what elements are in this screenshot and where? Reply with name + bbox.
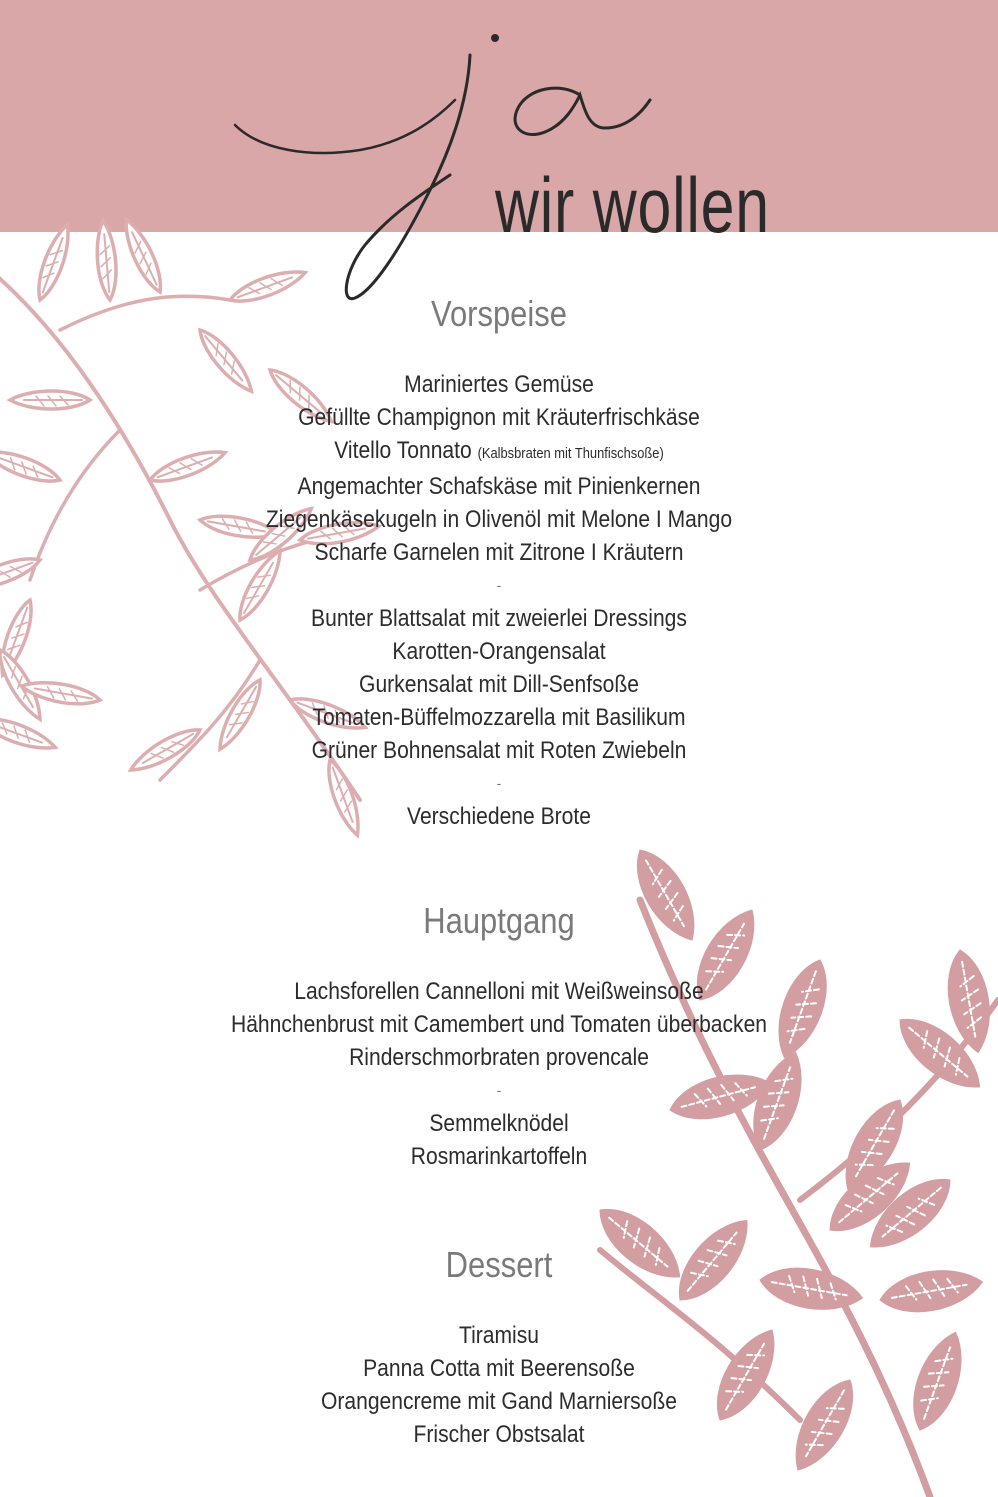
- list-item: Grüner Bohnensalat mit Roten Zwiebeln: [311, 737, 687, 764]
- list-item: Hähnchenbrust mit Camembert und Tomaten überbacken: [230, 1011, 768, 1038]
- hauptgang-title: Hauptgang: [423, 900, 575, 941]
- list-item: Angemachter Schafskäse mit Pinienkernen: [297, 473, 701, 500]
- list-item: Mariniertes Gemüse: [404, 371, 594, 398]
- list-item: Lachsforellen Cannelloni mit Weißweinsoße: [294, 978, 704, 1005]
- list-item: Gurkensalat mit Dill-Senfsoße: [359, 671, 639, 698]
- separator: -: [496, 775, 502, 791]
- list-item: Panna Cotta mit Beerensoße: [363, 1355, 635, 1382]
- header-subtitle: wir wollen: [495, 161, 770, 249]
- hauptgang-list: [0, 975, 998, 1173]
- list-item: Orangencreme mit Gand Marniersoße: [320, 1388, 677, 1415]
- list-item: Bunter Blattsalat mit zweierlei Dressings: [311, 605, 687, 632]
- list-item: Tiramisu: [458, 1322, 539, 1349]
- list-item: Gefüllte Champignon mit Kräuterfrischkäse: [298, 404, 700, 431]
- list-item: Rinderschmorbraten provencale: [349, 1044, 649, 1071]
- dessert-list: [0, 1319, 998, 1451]
- list-item: [70, 434, 928, 470]
- vorspeise-title: Vorspeise: [431, 293, 567, 334]
- list-item: Ziegenkäsekugeln in Olivenöl mit Melone I Mango: [265, 506, 733, 533]
- list-item: Rosmarinkartoffeln: [410, 1143, 588, 1170]
- separator: -: [496, 1082, 502, 1098]
- vitello-note: (Kalbsbraten mit Thunfischsoße): [477, 445, 664, 462]
- vitello-text: Vitello Tonnato: [334, 437, 472, 464]
- list-item: Frischer Obstsalat: [413, 1421, 585, 1448]
- dessert-title: Dessert: [445, 1244, 553, 1285]
- list-item: Tomaten-Büffelmozzarella mit Basilikum: [312, 704, 686, 731]
- vorspeise-list: [0, 368, 998, 833]
- list-item: Scharfe Garnelen mit Zitrone I Kräutern: [314, 539, 684, 566]
- separator: -: [496, 577, 502, 593]
- list-item: Karotten-Orangensalat: [392, 638, 606, 665]
- list-item: Verschiedene Brote: [407, 803, 591, 830]
- list-item: Semmelknödel: [429, 1110, 569, 1137]
